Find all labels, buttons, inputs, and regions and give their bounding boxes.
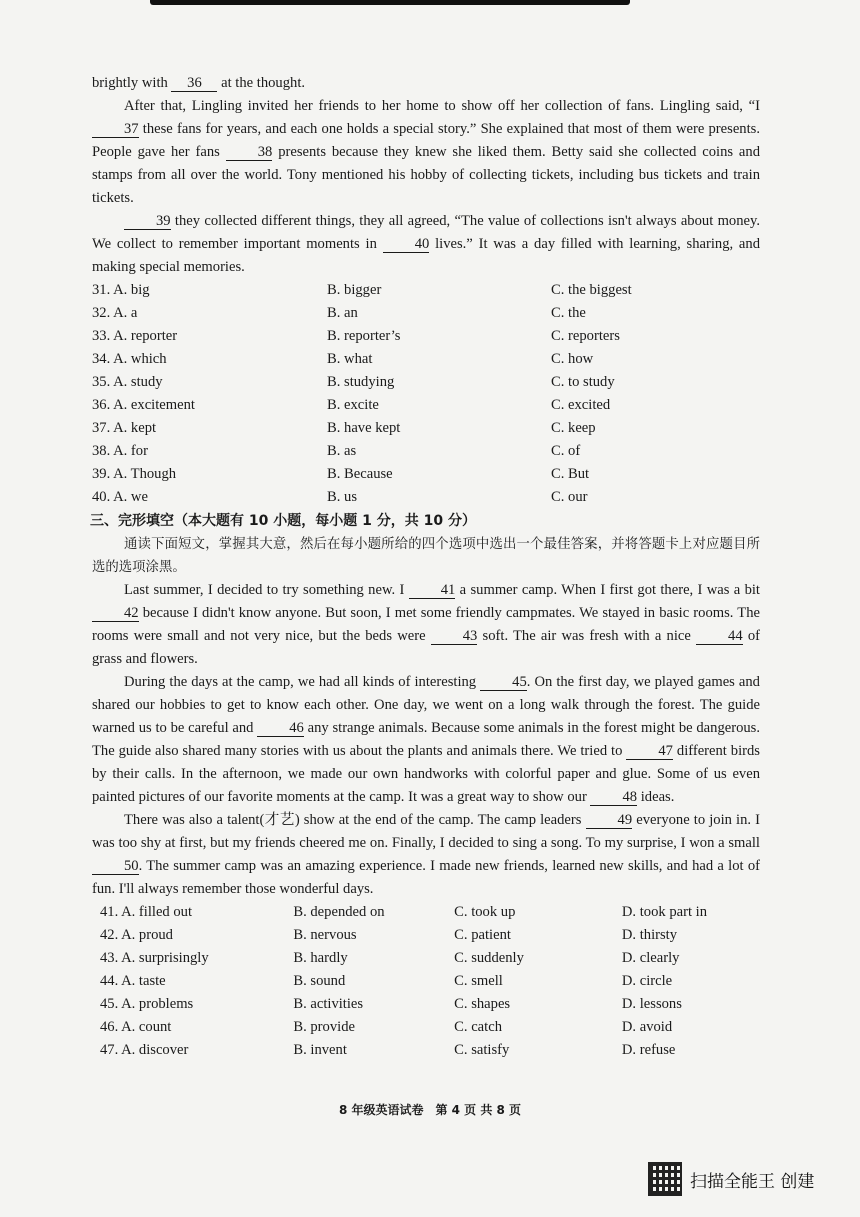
- option-row-34: 34. A. which B. what C. how: [92, 351, 594, 367]
- page-footer: 8 年级英语试卷 第 4 页 共 8 页: [338, 1103, 522, 1117]
- blank-40: 40: [383, 236, 430, 253]
- qr-code-icon: [648, 1162, 682, 1196]
- option-row-37: 37. A. kept B. have kept C. keep: [92, 420, 596, 436]
- section-3-title: 三、完形填空（本大题有 10 小题，每小题 1 分，共 10 分）: [90, 513, 476, 529]
- option-row-35: 35. A. study B. studying C. to study: [92, 374, 615, 390]
- option-row-33: 33. A. reporter B. reporter’s C. reporters: [92, 328, 620, 344]
- blank-41: 41: [409, 582, 456, 599]
- option-row-44: 44. A. taste B. sound C. smell D. circle: [100, 973, 673, 989]
- options-31-40: [92, 279, 760, 509]
- passage1-line1: brightly with 36 at the thought.: [92, 75, 306, 91]
- blank-48: 48: [590, 789, 637, 806]
- passage1-para2: After that, Lingling invited her friends to her home to show off her collection of fans. Lingling said, “I 37 these fans for years, and each one holds a special story.” She explained that most of them were presents. People gave her fans 38 presents because they knew she liked them. Betty said she collected coins and stamps from all over the world. Tony mentioned his hobby of collecting tickets, including bus tickets and train tickets.: [92, 98, 760, 206]
- option-row-46: 46. A. count B. provide C. catch D. avoid: [100, 1019, 673, 1035]
- option-row-42: 42. A. proud B. nervous C. patient D. thirsty: [100, 927, 678, 943]
- blank-37: 37: [92, 121, 139, 138]
- passage2-para1: Last summer, I decided to try something new. I 41 a summer camp. When I first got there, I was a bit 42 because I didn't know anyone. But soon, I met some friendly campmates. We stayed in basic rooms. The rooms were small and not very nice, but the beds were 43 soft. The air was fresh with a nice 44 of grass and flowers.: [92, 582, 761, 667]
- blank-50: 50: [92, 858, 139, 875]
- option-row-41: 41. A. filled out B. depended on C. took up D. took part in: [100, 904, 708, 920]
- blank-38: 38: [226, 144, 273, 161]
- option-row-36: 36. A. excitement B. excite C. excited: [92, 397, 611, 413]
- watermark-text: 扫描全能王 创建: [690, 1171, 815, 1192]
- blank-49: 49: [586, 812, 633, 829]
- option-row-40: 40. A. we B. us C. our: [92, 489, 588, 505]
- option-row-38: 38. A. for B. as C. of: [92, 443, 581, 459]
- option-row-43: 43. A. surprisingly B. hardly C. suddenly D. clearly: [100, 950, 680, 966]
- option-row-39: 39. A. Though B. Because C. But: [92, 466, 590, 482]
- option-row-31: 31. A. big B. bigger C. the biggest: [92, 282, 632, 298]
- scanner-watermark: [648, 1162, 814, 1196]
- blank-42: 42: [92, 605, 139, 622]
- blank-47: 47: [626, 743, 673, 760]
- option-row-32: 32. A. a B. an C. the: [92, 305, 586, 321]
- blank-44: 44: [696, 628, 743, 645]
- option-row-45: 45. A. problems B. activities C. shapes D. lessons: [100, 996, 682, 1012]
- exam-page: [92, 72, 760, 1062]
- blank-45: 45: [480, 674, 527, 691]
- page-top-edge: [150, 0, 630, 5]
- blank-46: 46: [257, 720, 304, 737]
- passage1-para3: 39 they collected different things, they all agreed, “The value of collections isn't always about money. We collect to remember important moments in 40 lives.” It was a day filled with learning, sharing, and making special memories.: [92, 213, 761, 275]
- section-3-instruction: 通读下面短文，掌握其大意，然后在每小题所给的四个选项中选出一个最佳答案，并将答题卡上对应题目所选的选项涂黑。: [92, 537, 760, 575]
- passage2-para2: During the days at the camp, we had all kinds of interesting 45. On the first day, we played games and shared our hobbies to get to know each other. One day, we went on a long walk through the forest. The guide warned us to be careful and 46 any strange animals. Because some animals in the forest might be dangerous. The guide also shared many stories with us about the plants and animals there. We tried to 47 different birds by their calls. In the afternoon, we made our own handworks with colorful paper and glue. Some of us even painted pictures of our favorite moments at the camp. It was a great way to show our 48 ideas.: [92, 674, 760, 805]
- blank-36: 36: [171, 75, 217, 92]
- options-41-47: [92, 901, 760, 1062]
- blank-43: 43: [431, 628, 478, 645]
- passage2-para3: There was also a talent(才艺) show at the end of the camp. The camp leaders 49 everyone to join in. I was too shy at first, but my friends cheered me on. Finally, I decided to sing a song. To my surprise, I won a small 50. The summer camp was an amazing experience. I made new friends, learned new skills, and had a lot of fun. I'll always remember those wonderful days.: [92, 812, 760, 897]
- option-row-47: 47. A. discover B. invent C. satisfy D. refuse: [100, 1042, 676, 1058]
- blank-39: 39: [124, 213, 171, 230]
